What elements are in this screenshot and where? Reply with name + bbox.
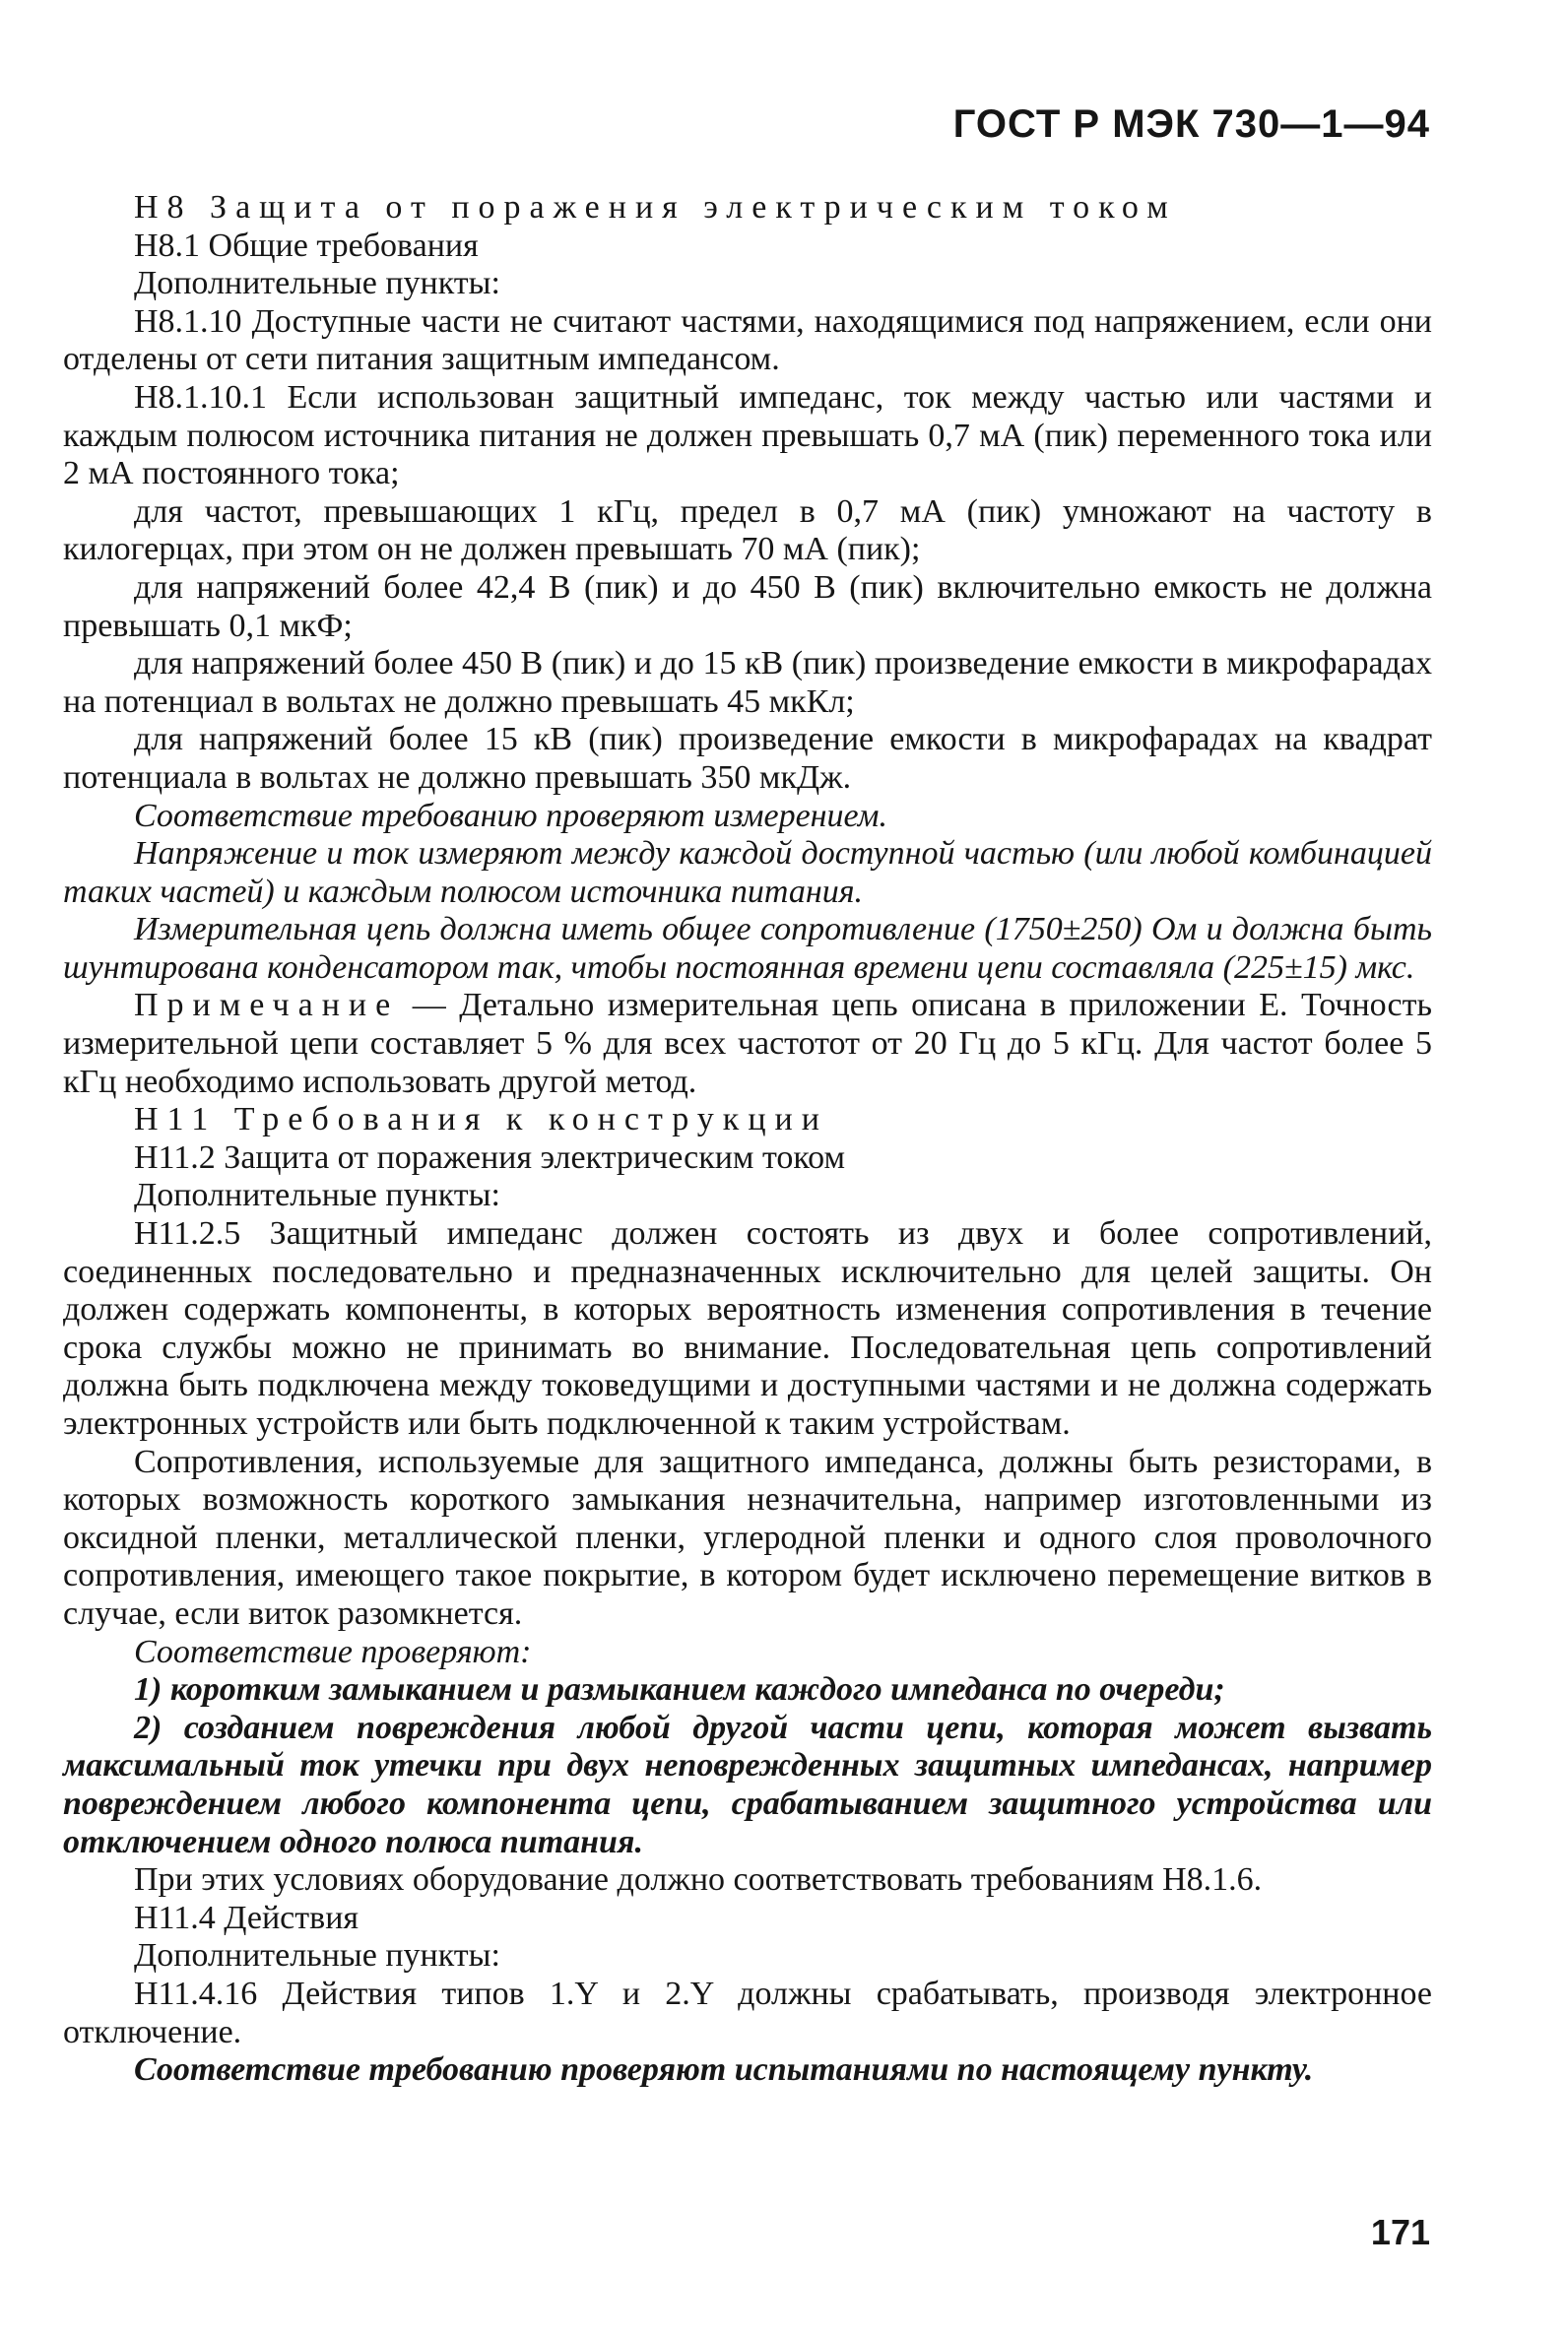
section-heading-h11: H11 Требования к конструкции [134, 1101, 828, 1138]
additional-items-label-3: Дополнительные пункты: [134, 1937, 500, 1975]
paragraph-energy-limit: для напряжений более 15 кВ (пик) произведение емкости в микрофарадах на квадрат потенциала в вольтах не должно превышать 350 мкДж. [63, 721, 1432, 796]
section-heading-h8: H8 Защита от поражения электрическим током [134, 189, 1177, 226]
paragraph-h8-1-10-1: H8.1.10.1 Если использован защитный импеданс, ток между частью или частями и каждым полюсом источника питания не должен превышать 0,7 мА (пик) переменного тока или 2 мА постоянного тока; [63, 378, 1432, 492]
paragraph-h11-4-16: H11.4.16 Действия типов 1.Y и 2.Y должны срабатывать, производя электронное отключение. [63, 1975, 1432, 2050]
subsection-heading-h11-2: H11.2 Защита от поражения электрическим током [134, 1138, 846, 1176]
measurement-procedure: Напряжение и ток измеряют между каждой доступной частью (или любой комбинацией таких частей) и каждым полюсом источника питания. [63, 835, 1432, 910]
paragraph-h11-2-5: H11.2.5 Защитный импеданс должен состоять из двух и более сопротивлений, соединенных последовательно и предназначенных исключительно для целей защиты. Он должен содержать компоненты, в которых вероятность изменения сопротивления в течение срока службы можно не принимать во внимание. Последовательная цепь сопротивлений должна быть подключена между токоведущими и доступными частями и не должна содержать электронных устройств или быть подключенной к таким устройствам. [63, 1215, 1432, 1442]
check-item-1: 1) коротким замыканием и размыканием каждого импеданса по очереди; [134, 1671, 1225, 1709]
additional-items-label-2: Дополнительные пункты: [134, 1177, 500, 1214]
paragraph-resistors: Сопротивления, используемые для защитного импеданса, должны быть резисторами, в которых возможность короткого замыкания незначительна, например изготовленными из оксидной пленки, металлической пленки, углеродной пленки и одного слоя проволочного сопротивления, имеющего такое покрытие, в котором будет исключено перемещение витков в случае, если виток разомкнется. [63, 1443, 1432, 1632]
subsection-heading-h8-1: H8.1 Общие требования [134, 227, 479, 264]
paragraph-frequency-limit: для частот, превышающих 1 кГц, предел в 0,7 мА (пик) умножают на частоту в килогерцах, при этом он не должен превышать 70 мА (пик); [63, 492, 1432, 568]
note-label: Примечание [134, 987, 400, 1024]
check-item-2: 2) созданием повреждения любой другой части цепи, которая может вызвать максимальный ток утечки при двух неповрежденных защитных импедансах, например повреждением любого компонента цепи, срабатыванием защитного устройства или отключением одного полюса питания. [63, 1709, 1432, 1860]
compliance-testing: Соответствие требованию проверяют испытаниями по настоящему пункту. [134, 2051, 1314, 2089]
note-paragraph [63, 987, 1432, 1101]
document-body [63, 189, 1432, 2090]
page-number: 171 [1370, 2212, 1430, 2252]
measurement-circuit [63, 911, 1432, 987]
subsection-heading-h11-4: H11.4 Действия [134, 1899, 359, 1936]
additional-items-label: Дополнительные пункты: [134, 265, 500, 302]
paragraph-h8-1-10: H8.1.10 Доступные части не считают частями, находящимися под напряжением, если они отделены от сети питания защитным импедансом. [63, 302, 1432, 378]
note-text: — Детально измерительная цепь описана в приложении Е. Точность измерительной цепи составляет 5 % для всех частотот от 20 Гц до 5 кГц. Для частот более 5 кГц необходимо использовать другой метод. [63, 987, 1432, 1100]
paragraph-conditions: При этих условиях оборудование должно соответствовать требованиям H8.1.6. [134, 1861, 1263, 1899]
paragraph-capacitance-15kv: для напряжений более 450 В (пик) и до 15 кВ (пик) произведение емкости в микрофарадах на потенциал в вольтах не должно превышать 45 мкКл; [63, 645, 1432, 720]
document-header: ГОСТ Р МЭК 730—1—94 [952, 102, 1430, 146]
paragraph-capacitance-450v: для напряжений более 42,4 В (пик) и до 450 В (пик) включительно емкость не должна превышать 0,1 мкФ; [63, 568, 1432, 644]
compliance-measurement: Соответствие требованию проверяют измерением. [134, 797, 887, 834]
measurement-circuit-text: Измерительная цепь должна иметь общее сопротивление (1750±250) Ом и должна быть шунтирована конденсатором так, чтобы постоянная времени цепи составляла (225±15) мкс. [63, 911, 1432, 986]
compliance-check-label: Соответствие проверяют: [134, 1633, 532, 1670]
